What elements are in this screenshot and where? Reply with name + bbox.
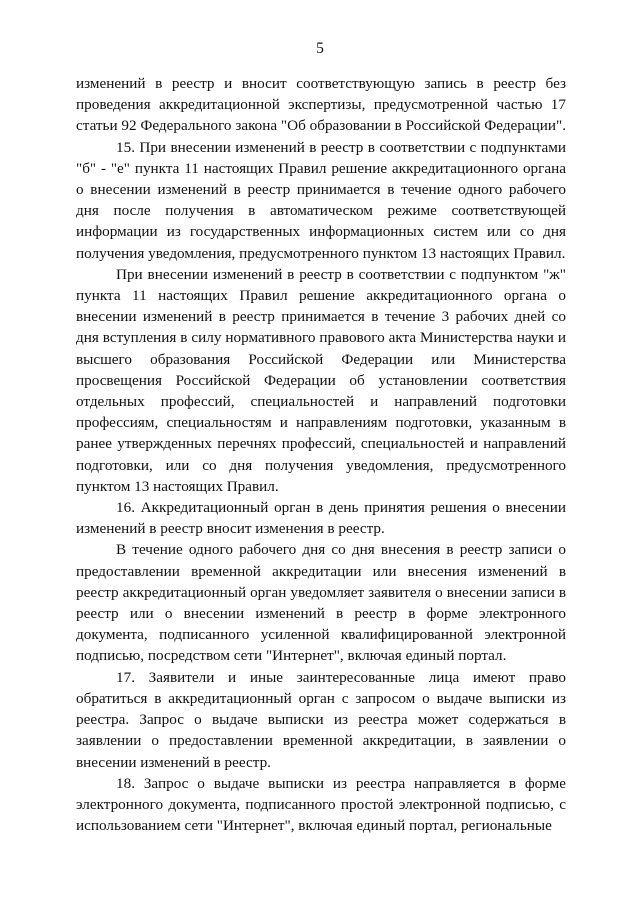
paragraph-continuation: изменений в реестр и вносит соответствующую запись в реестр без проведения аккредитационной экспертизы, предусмотренной частью 17 статьи 92 Федерального закона "Об образовании в Российской Федерации". (76, 75, 567, 135)
paragraph-item-15: 15. При внесении изменений в реестр в соответствии с подпунктами "б" - "е" пункта 11 настоящих Правил решение аккредитационного органа о внесении изменений в реестр принимается в течение одного рабочего дня после получения в автоматическом режиме соответствующей информации из государственных информационных систем или со дня получения уведомления, предусмотренного пунктом 13 настоящих Правил. (76, 138, 566, 262)
paragraph-item-17: 17. Заявители и иные заинтересованные лица имеют право обратиться в аккредитационный орган с запросом о выдаче выписки из реестра. Запрос о выдаче выписки из реестра может содержаться в заявлении о предоставлении временной аккредитации, в заявлении о внесении изменений в реестр. (76, 668, 566, 771)
paragraph-item-15-part-2: При внесении изменений в реестр в соответствии с подпунктом "ж" пункта 11 настоящих Правил решение аккредитационного органа о внесении изменений в реестр принимается в течение 3 рабочих дней со дня вступления в силу нормативного правового акта Министерства науки и высшего образования Российской Федерации или Министерства просвещения Российской Федерации об установлении соответствия отдельных профессий, специальностей и направлений подготовки профессиям, специальностям и направлениям подготовки, указанным в ранее утвержденных перечнях профессий, специальностей и направлений подготовки, или со дня получения уведомления, предусмотренного пунктом 13 настоящих Правил. (76, 265, 566, 495)
paragraph-item-16: 16. Аккредитационный орган в день принятия решения о внесении изменений в реестр вносит изменения в реестр. (76, 499, 566, 538)
paragraph-item-16-part-2: В течение одного рабочего дня со дня внесения в реестр записи о предоставлении временной аккредитации или внесения изменений в реестр аккредитационный орган уведомляет заявителя о внесении записи в реестр или о внесении изменений в реестр в форме электронного документа, подписанного усиленной квалифицированной электронной подписью, посредством сети "Интернет", включая единый портал. (76, 541, 566, 665)
paragraph-item-18: 18. Запрос о выдаче выписки из реестра направляется в форме электронного документа, подписанного простой электронной подписью, с использованием сети "Интернет", включая единый портал, региональные (76, 774, 566, 835)
page-number: 5 (316, 40, 324, 57)
document-body (76, 73, 566, 836)
